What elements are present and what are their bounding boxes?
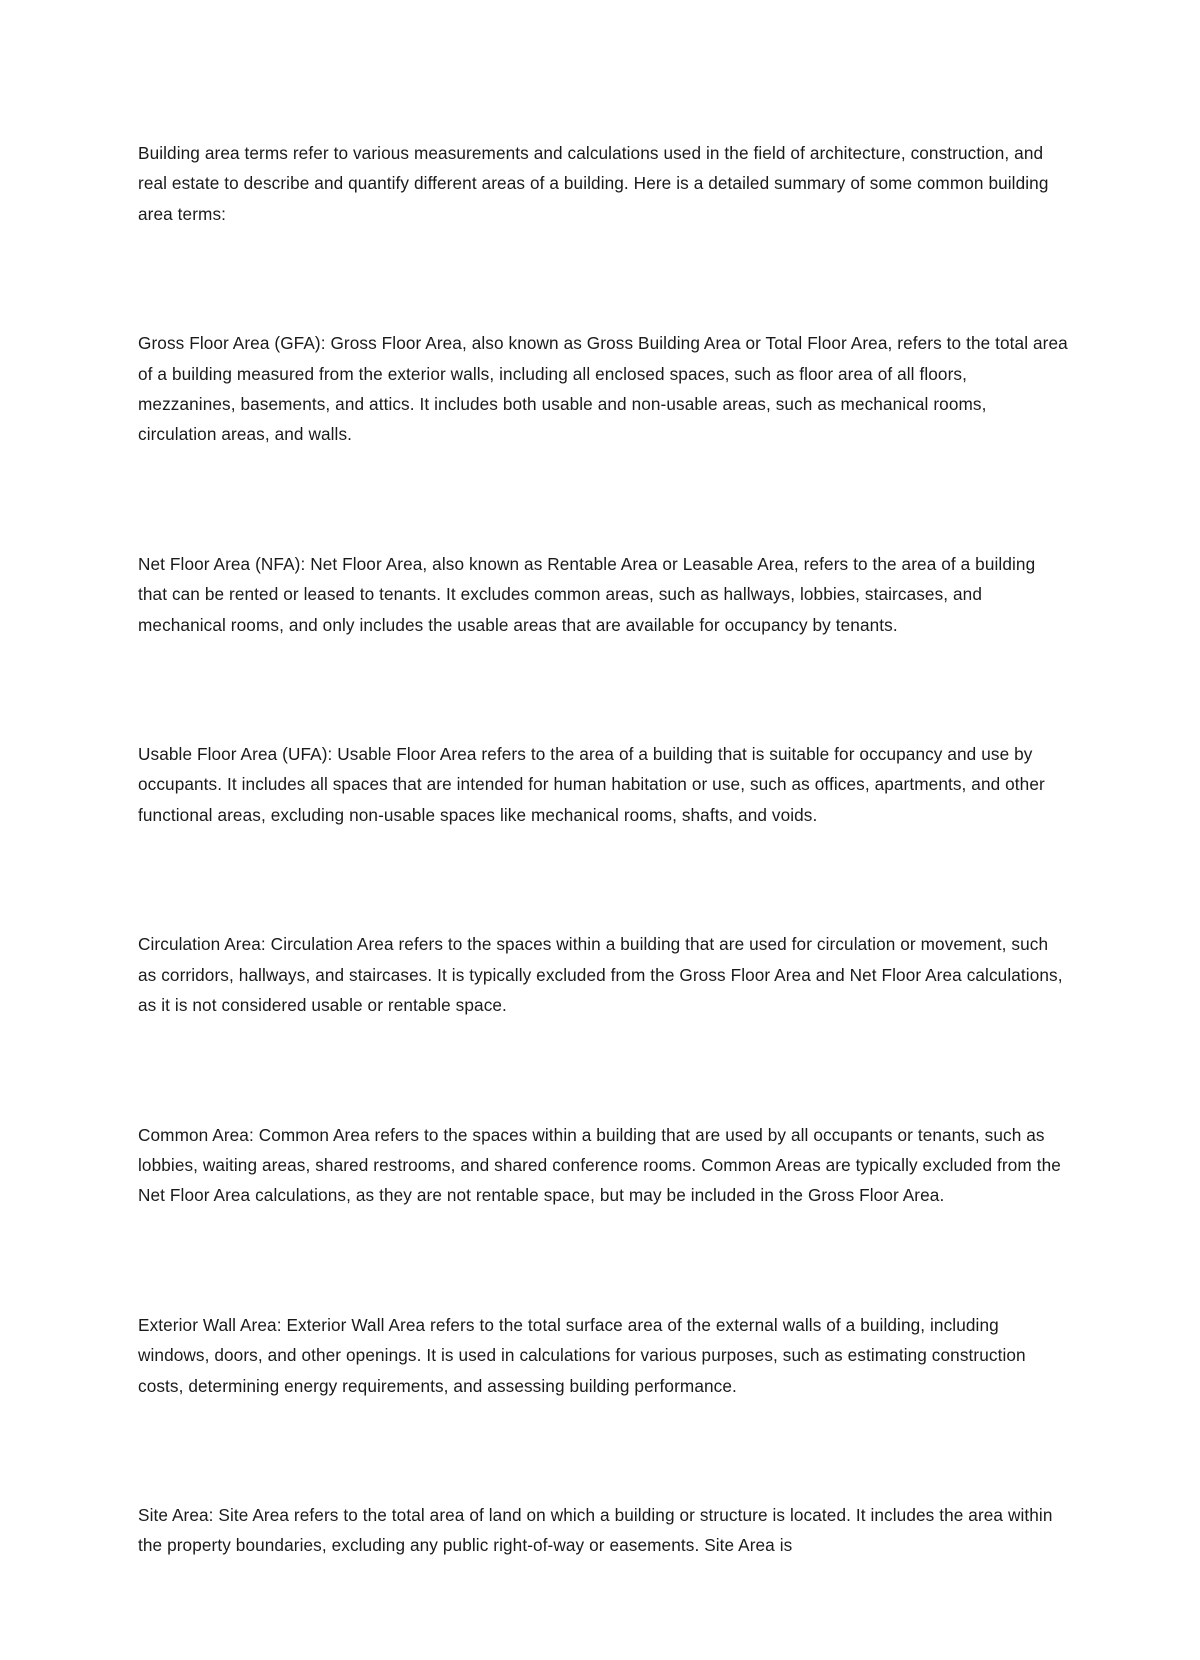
common-area-paragraph: Common Area: Common Area refers to the spaces within a building that are used by all occupants or tenants, such as lobbies, waiting areas, shared restrooms, and shared conference rooms. Common Areas are typically excluded from the Net Floor Area calculations, as they are not rentable space, but may be included in the Gross Floor Area. bbox=[138, 1124, 1061, 1206]
exterior-wall-area-paragraph: Exterior Wall Area: Exterior Wall Area refers to the total surface area of the external walls of a building, including windows, doors, and other openings. It is used in calculations for various purposes, such as estimating construction costs, determining energy requirements, and assessing building performance. bbox=[138, 1314, 1026, 1396]
document-body bbox=[138, 138, 1068, 1660]
gfa-paragraph: Gross Floor Area (GFA): Gross Floor Area, also known as Gross Building Area or Total Floor Area, refers to the total area of a building measured from the exterior walls, including all enclosed spaces, such as floor area of all floors, mezzanines, basements, and attics. It includes both usable and non-usable areas, such as mechanical rooms, circulation areas, and walls. bbox=[138, 333, 1068, 445]
nfa-paragraph: Net Floor Area (NFA): Net Floor Area, also known as Rentable Area or Leasable Area, refers to the area of a building that can be rented or leased to tenants. It excludes common areas, such as hallways, lobbies, staircases, and mechanical rooms, and only includes the usable areas that are available for occupancy by tenants. bbox=[138, 553, 1036, 635]
intro-paragraph: Building area terms refer to various measurements and calculations used in the field of architecture, construction, and real estate to describe and quantify different areas of a building. Here is a detailed summary of some common building area terms: bbox=[138, 143, 1049, 224]
ufa-paragraph: Usable Floor Area (UFA): Usable Floor Area refers to the area of a building that is suitable for occupancy and use by occupants. It includes all spaces that are intended for human habitation or use, such as offices, apartments, and other functional areas, excluding non-usable spaces like mechanical rooms, shafts, and voids. bbox=[138, 744, 1045, 825]
circulation-area-paragraph: Circulation Area: Circulation Area refers to the spaces within a building that are used for circulation or movement, such as corridors, hallways, and staircases. It is typically excluded from the Gross Floor Area and Net Floor Area calculations, as it is not considered usable or rentable space. bbox=[138, 934, 1063, 1016]
site-area-paragraph: Site Area: Site Area refers to the total area of land on which a building or structure is located. It includes the area within the property boundaries, excluding any public right-of-way or easements. Site Area is bbox=[138, 1504, 1053, 1556]
